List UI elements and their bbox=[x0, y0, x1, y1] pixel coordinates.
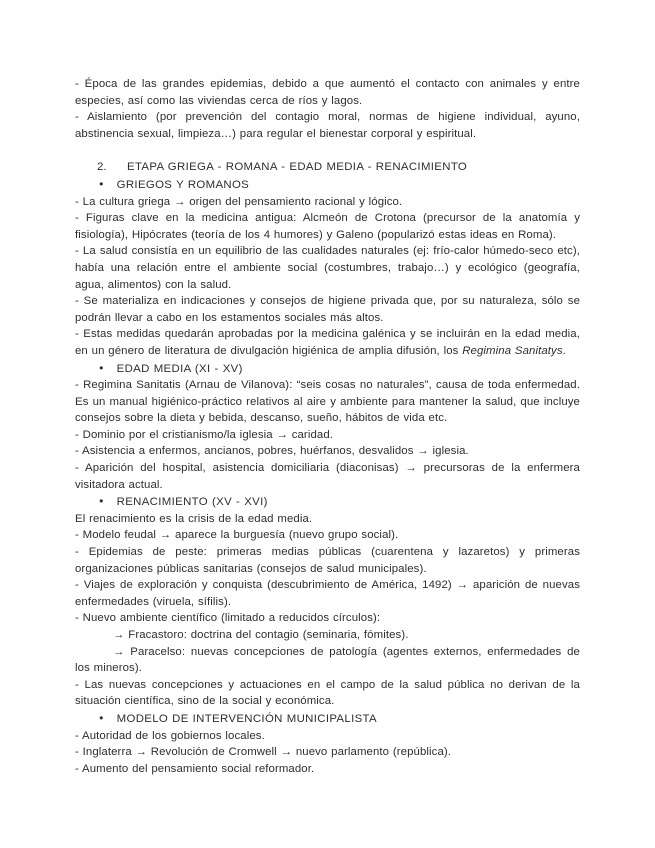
bullet-label: EDAD MEDIA (XI - XV) bbox=[116, 362, 243, 375]
bullet-item bbox=[75, 493, 580, 511]
bullet-icon: ● bbox=[99, 496, 104, 506]
paragraph: - Dominio por el cristianismo/la iglesia → caridad. bbox=[75, 428, 334, 441]
bullet-label: MODELO DE INTERVENCIÓN MUNICIPALISTA bbox=[116, 712, 377, 725]
bullet-icon: ● bbox=[99, 712, 104, 722]
paragraph: - La salud consistía en un equilibrio de las cualidades naturales (ej: frío-calor húmedo-seco etc), había una relación entre el ambiente social (costumbres, trabajo…) y ecológico (geografía, agua, alimentos) con la salud. bbox=[75, 245, 580, 291]
arrow-item: → Fracastoro: doctrina del contagio (seminaria, fómites). bbox=[113, 629, 409, 641]
paragraph: - Aumento del pensamiento social reformador. bbox=[75, 762, 315, 775]
paragraph: - Modelo feudal → aparece la burguesía (nuevo grupo social). bbox=[75, 529, 399, 542]
paragraph: - Viajes de exploración y conquista (descubrimiento de América, 1492) → aparición de nuevas enfermedades (viruela, sífilis). bbox=[75, 579, 580, 608]
paragraph: - Epidemias de peste: primeras medias públicas (cuarentena y lazaretos) y primeras organizaciones públicas sanitarias (consejos de salud municipales). bbox=[75, 546, 580, 575]
paragraph: - La cultura griega → origen del pensamiento racional y lógico. bbox=[75, 195, 403, 208]
italic-text: Regimina Sanitatys bbox=[462, 344, 563, 357]
bullet-item bbox=[75, 360, 580, 378]
bullet-icon: ● bbox=[99, 178, 104, 188]
section-title: ETAPA GRIEGA - ROMANA - EDAD MEDIA - RENACIMIENTO bbox=[127, 161, 468, 174]
section-heading bbox=[75, 159, 580, 176]
arrow-item: → Paracelso: nuevas concepciones de patología (agentes externos, enfermedades de los mineros). bbox=[75, 645, 580, 675]
section-number: 2. bbox=[97, 161, 107, 174]
bullet-item bbox=[75, 176, 580, 194]
bullet-label: RENACIMIENTO (XV - XVI) bbox=[116, 496, 268, 509]
paragraph: - Aparición del hospital, asistencia domiciliaria (diaconisas) → precursoras de la enfermera visitadora actual. bbox=[75, 462, 580, 491]
paragraph: - Asistencia a enfermos, ancianos, pobres, huérfanos, desvalidos → iglesia. bbox=[75, 445, 469, 458]
paragraph: - Inglaterra → Revolución de Cromwell → nuevo parlamento (república). bbox=[75, 746, 452, 759]
paragraph: - Figuras clave en la medicina antigua: Alcmeón de Crotona (precursor de la anatomía y fisiología), Hipócrates (teoría de los 4 humores) y Galeno (popularizó estas ideas en Roma). bbox=[75, 212, 580, 241]
text-run: - Estas medidas quedarán aprobadas por la medicina galénica y se incluirán en la edad media, en un género de literatura de divulgación higiénica de amplia difusión, los bbox=[75, 328, 580, 357]
paragraph: - Aislamiento (por prevención del contagio moral, normas de higiene individual, ayuno, abstinencia sexual, limpieza…) para regular el bienestar corporal y espiritual. bbox=[75, 111, 580, 140]
bullet-icon: ● bbox=[99, 362, 104, 372]
paragraph: - Las nuevas concepciones y actuaciones en el campo de la salud pública no derivan de la situación científica, sino de la social y económica. bbox=[75, 678, 580, 708]
bullet-item bbox=[75, 710, 580, 728]
paragraph: El renacimiento es la crisis de la edad media. bbox=[75, 512, 313, 525]
paragraph: - Nuevo ambiente científico (limitado a reducidos círculos): bbox=[75, 612, 381, 625]
text-run: . bbox=[562, 344, 566, 357]
paragraph: - Autoridad de los gobiernos locales. bbox=[75, 729, 265, 742]
paragraph bbox=[75, 326, 580, 359]
paragraph: - Regimina Sanitatis (Arnau de Vilanova): “seis cosas no naturales”, causa de toda enfermedad. Es un manual higiénico-práctico relativos al aire y ambiente para mantener la salud, que incluye consejos sobre la dieta y bebida, descanso, sueño, hábitos de vida etc. bbox=[75, 379, 580, 425]
bullet-label: GRIEGOS Y ROMANOS bbox=[116, 178, 250, 191]
paragraph: - Época de las grandes epidemias, debido a que aumentó el contacto con animales y entre especies, así como las viviendas cerca de ríos y lagos. bbox=[75, 78, 580, 107]
paragraph: - Se materializa en indicaciones y consejos de higiene privada que, por su naturaleza, sólo se podrán llevar a cabo en los estamentos sociales más altos. bbox=[75, 295, 580, 324]
document-content bbox=[75, 76, 580, 777]
